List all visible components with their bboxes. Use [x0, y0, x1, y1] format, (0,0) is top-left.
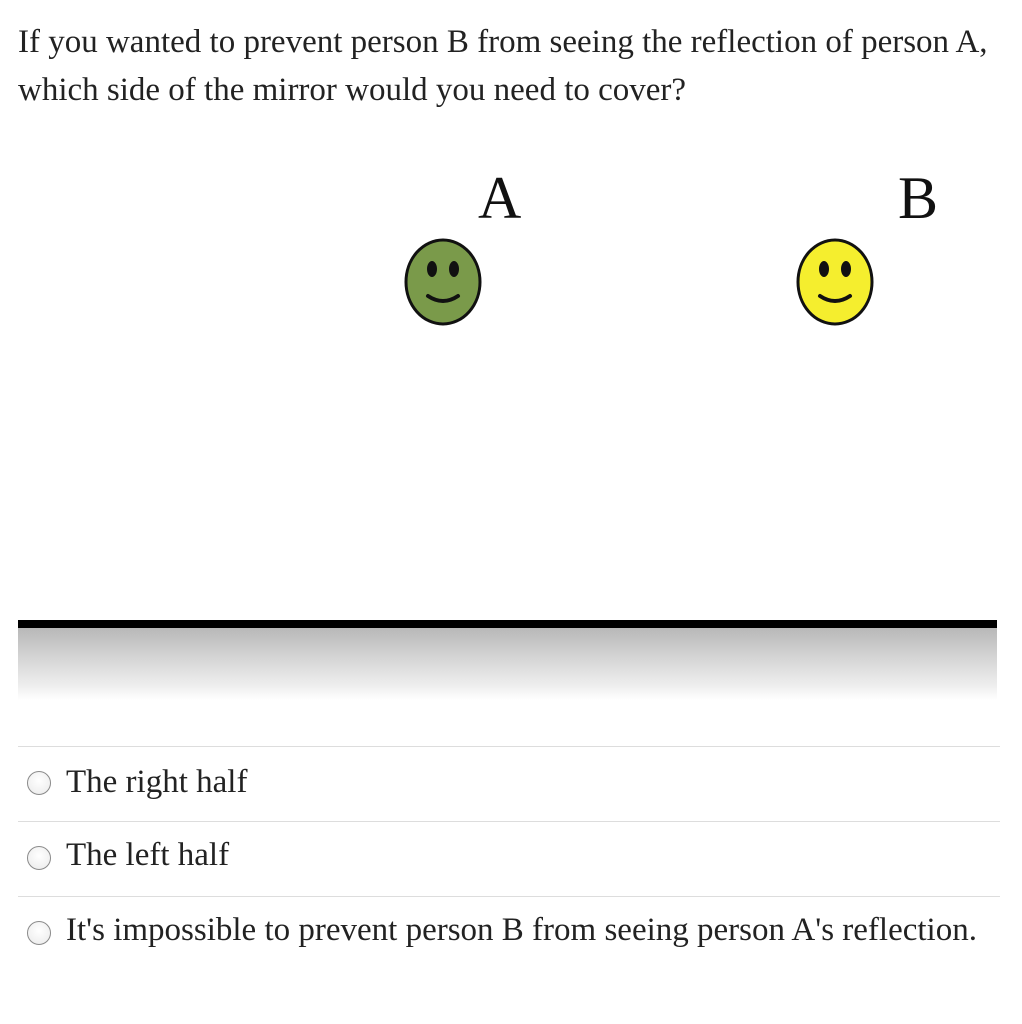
option-left-half[interactable] [18, 821, 1000, 896]
radio-button[interactable] [27, 771, 51, 795]
person-b-smiley-face-icon [795, 236, 875, 326]
option-impossible[interactable] [18, 896, 1000, 971]
option-right-half[interactable] [18, 746, 1000, 821]
answer-options [18, 746, 1000, 971]
mirror-glass [18, 628, 997, 700]
option-label: The left half [66, 837, 230, 873]
option-label: It's impossible to prevent person B from seeing person A's reflection. [66, 912, 977, 948]
person-a-face-fill [406, 240, 480, 324]
mirror-icon [18, 620, 997, 628]
radio-button[interactable] [27, 846, 51, 870]
person-b-label: B [898, 165, 939, 231]
person-b-face-fill [798, 240, 872, 324]
option-label: The right half [66, 764, 248, 800]
person-a-smiley-face-icon [403, 236, 483, 326]
mirror-diagram [0, 150, 1022, 710]
question-text: If you wanted to prevent person B from seeing the reflection of person A, which side of the mirror would you need to cover? [18, 24, 988, 108]
radio-button[interactable] [27, 921, 51, 945]
person-a-label: A [478, 165, 522, 231]
